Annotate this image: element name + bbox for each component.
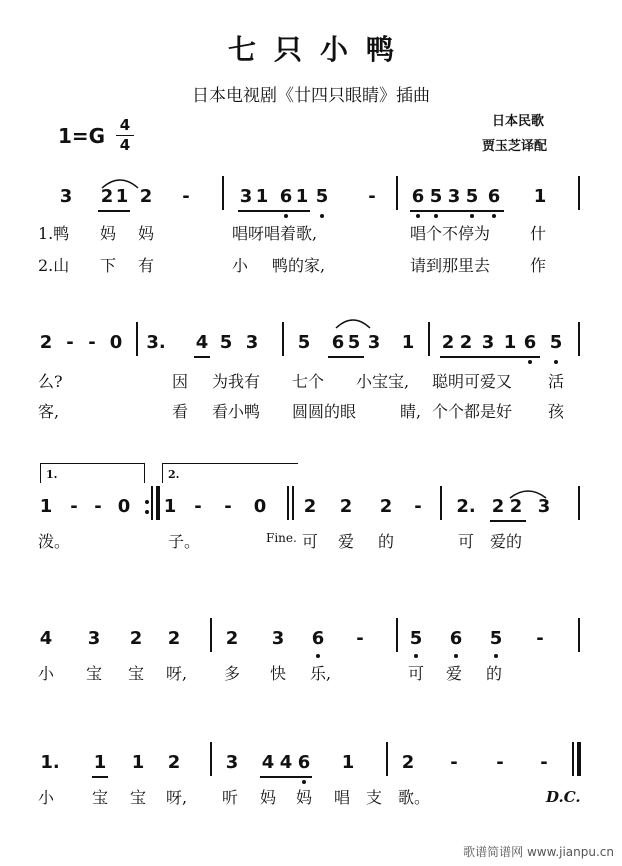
note: 1. (40, 752, 60, 773)
note: - (536, 628, 544, 649)
note: 3 (87, 628, 101, 649)
lyric: 唱 (334, 788, 351, 807)
lyric: 作 (530, 256, 547, 275)
note: 1 (401, 332, 415, 353)
note: 6 (279, 186, 293, 207)
note: - (94, 496, 102, 517)
lyric: 聪明可爱又 (432, 372, 513, 391)
note: 0 (253, 496, 267, 517)
lyric: 子。 (168, 532, 201, 551)
page-title: 七只小鸭 (227, 33, 412, 66)
lyric: 的 (378, 532, 395, 551)
low-dot (434, 214, 438, 218)
note: 5 (297, 332, 311, 353)
meter-bottom: 4 (119, 136, 131, 154)
low-dot (454, 654, 458, 658)
bar-line (287, 486, 289, 520)
note: 3 (59, 186, 73, 207)
note: 3 (447, 186, 461, 207)
note: - (356, 628, 364, 649)
bar-line (386, 742, 388, 776)
bar-line (396, 618, 398, 652)
note: 4 (279, 752, 293, 773)
lyric: 乐, (310, 664, 332, 683)
ending-2-bracket (162, 463, 163, 483)
lyric: 快 (270, 664, 287, 683)
lyric: 妈 (296, 788, 313, 807)
note: 5 (347, 332, 361, 353)
bar-line (292, 486, 294, 520)
lyric: 2.山 (38, 256, 70, 275)
low-dot (494, 654, 498, 658)
lyric: 么? (38, 372, 63, 391)
note: 2 (339, 496, 353, 517)
lyric: 睛, (400, 402, 422, 421)
note: 6 (487, 186, 501, 207)
low-dot (554, 360, 558, 364)
note: 2 (401, 752, 415, 773)
note: 1 (341, 752, 355, 773)
note: 2 (39, 332, 53, 353)
lyric: 听 (222, 788, 239, 807)
ending-1-label: 1. (46, 468, 58, 481)
repeat-dot (145, 510, 149, 514)
lyric: 可 (302, 532, 319, 551)
low-dot (302, 780, 306, 784)
lyric: 唱个不停为 (410, 224, 491, 243)
translator-credit: 贾玉芝译配 (482, 139, 548, 154)
repeat-dot (145, 500, 149, 504)
note: - (224, 496, 232, 517)
note: - (66, 332, 74, 353)
beam (238, 210, 310, 212)
lyric: 妈 (138, 224, 155, 243)
lyric: 鸭的家, (272, 256, 326, 275)
lyric: 为我有 (212, 372, 261, 391)
note: 1 (39, 496, 53, 517)
note: 1 (533, 186, 547, 207)
note: 6 (449, 628, 463, 649)
note: 2 (100, 186, 114, 207)
note: 1 (131, 752, 145, 773)
beam (92, 776, 108, 778)
ending-2-bracket (162, 463, 298, 464)
note: - (88, 332, 96, 353)
note: 3. (146, 332, 166, 353)
note: 3 (239, 186, 253, 207)
lyric: 下 (100, 256, 117, 275)
low-dot (470, 214, 474, 218)
lyric: 活 (548, 372, 565, 391)
note: 3 (367, 332, 381, 353)
note: 6 (523, 332, 537, 353)
lyric: 妈 (260, 788, 277, 807)
lyric: 圆圆的眼 (292, 402, 357, 421)
lyric: 可 (408, 664, 425, 683)
lyric: 小 (38, 788, 55, 807)
bar-line (578, 486, 580, 520)
lyric: 爱的 (490, 532, 523, 551)
meter-top: 4 (119, 116, 131, 134)
low-dot (492, 214, 496, 218)
note: 4 (195, 332, 209, 353)
lyric: 小 (232, 256, 249, 275)
low-dot (528, 360, 532, 364)
lyric: 客, (38, 402, 60, 421)
beam (490, 520, 526, 522)
note: 2 (167, 752, 181, 773)
lyric: 1.鸭 (38, 224, 70, 243)
lyric: 歌。 (398, 788, 431, 807)
bar-line (578, 618, 580, 652)
bar-line (578, 322, 580, 356)
lyric: 呀, (166, 788, 188, 807)
note: 6 (331, 332, 345, 353)
beam (98, 210, 130, 212)
note: 2 (225, 628, 239, 649)
lyric: 看小鸭 (212, 402, 261, 421)
ending-2-label: 2. (168, 468, 180, 481)
watermark: 歌谱简谱网 www.jianpu.cn (463, 845, 614, 859)
ending-1-bracket (40, 463, 144, 464)
lyric: 爱 (446, 664, 463, 683)
repeat-bar-line (151, 486, 153, 520)
beam (328, 356, 364, 358)
bar-line (282, 322, 284, 356)
lyric: 的 (486, 664, 503, 683)
bar-line (222, 176, 224, 210)
da-capo-marker: D.C. (546, 788, 581, 806)
note: 2 (379, 496, 393, 517)
note: - (70, 496, 78, 517)
lyric: 请到那里去 (410, 256, 491, 275)
ending-1-bracket (144, 463, 145, 483)
lyric: 宝 (130, 788, 147, 807)
note: 1 (255, 186, 269, 207)
lyric: 小 (38, 664, 55, 683)
note: 1 (503, 332, 517, 353)
lyric: 有 (138, 256, 155, 275)
note: 3 (225, 752, 239, 773)
note: 2 (459, 332, 473, 353)
note: 6 (297, 752, 311, 773)
bar-line (210, 618, 212, 652)
lyric: 爱 (338, 532, 355, 551)
note: - (368, 186, 376, 207)
lyric: 唱呀唱着歌, (232, 224, 318, 243)
lyric: 宝 (92, 788, 109, 807)
note: 5 (549, 332, 563, 353)
note: 1 (295, 186, 309, 207)
note: 1 (93, 752, 107, 773)
note: 5 (219, 332, 233, 353)
note: 5 (489, 628, 503, 649)
low-dot (416, 214, 420, 218)
low-dot (320, 214, 324, 218)
lyric: 因 (172, 372, 189, 391)
beam (440, 356, 540, 358)
note: 1 (115, 186, 129, 207)
lyric: 多 (224, 664, 241, 683)
note: - (414, 496, 422, 517)
note: 4 (261, 752, 275, 773)
note: 0 (117, 496, 131, 517)
note: 3 (245, 332, 259, 353)
lyric: 看 (172, 402, 189, 421)
note: 2 (167, 628, 181, 649)
note: 2. (456, 496, 476, 517)
note: 0 (109, 332, 123, 353)
lyric: 七个 (292, 372, 325, 391)
lyric: 宝 (128, 664, 145, 683)
lyric: 呀, (166, 664, 188, 683)
source-credit: 日本民歌 (492, 114, 545, 129)
lyric: 个个都是好 (432, 402, 513, 421)
repeat-bar-line-thick (156, 486, 160, 520)
ending-1-bracket (40, 463, 41, 483)
note: 5 (465, 186, 479, 207)
note: 3 (481, 332, 495, 353)
note: 2 (441, 332, 455, 353)
note: 2 (139, 186, 153, 207)
beam (194, 356, 210, 358)
lyric: 孩 (548, 402, 565, 421)
low-dot (414, 654, 418, 658)
final-bar-line-thick (577, 742, 581, 776)
note: 5 (409, 628, 423, 649)
note: - (540, 752, 548, 773)
subtitle: 日本电视剧《廿四只眼睛》插曲 (192, 86, 430, 106)
note: 4 (39, 628, 53, 649)
beam (260, 776, 312, 778)
beam (410, 210, 504, 212)
note: 5 (315, 186, 329, 207)
low-dot (284, 214, 288, 218)
note: 5 (429, 186, 443, 207)
lyric: 宝 (86, 664, 103, 683)
bar-line (136, 322, 138, 356)
lyric: 什 (530, 224, 547, 243)
note: - (182, 186, 190, 207)
note: 6 (311, 628, 325, 649)
lyric: 妈 (100, 224, 117, 243)
note: 3 (537, 496, 551, 517)
note: - (194, 496, 202, 517)
slur-line2-a (336, 320, 370, 328)
bar-line (396, 176, 398, 210)
note: 3 (271, 628, 285, 649)
fine-marker: Fine. (266, 531, 297, 545)
final-bar-line (572, 742, 574, 776)
bar-line (210, 742, 212, 776)
note: 2 (129, 628, 143, 649)
note: - (450, 752, 458, 773)
note: 1 (163, 496, 177, 517)
lyric: 泼。 (38, 532, 71, 551)
bar-line (578, 176, 580, 210)
lyric: 可 (458, 532, 475, 551)
note: 6 (411, 186, 425, 207)
bar-line (428, 322, 430, 356)
low-dot (316, 654, 320, 658)
lyric: 支 (366, 788, 383, 807)
note: 2 (303, 496, 317, 517)
bar-line (440, 486, 442, 520)
note: 2 (509, 496, 523, 517)
key-signature: 1=G (58, 124, 106, 148)
lyric: 小宝宝, (356, 372, 410, 391)
note: - (496, 752, 504, 773)
note: 2 (491, 496, 505, 517)
